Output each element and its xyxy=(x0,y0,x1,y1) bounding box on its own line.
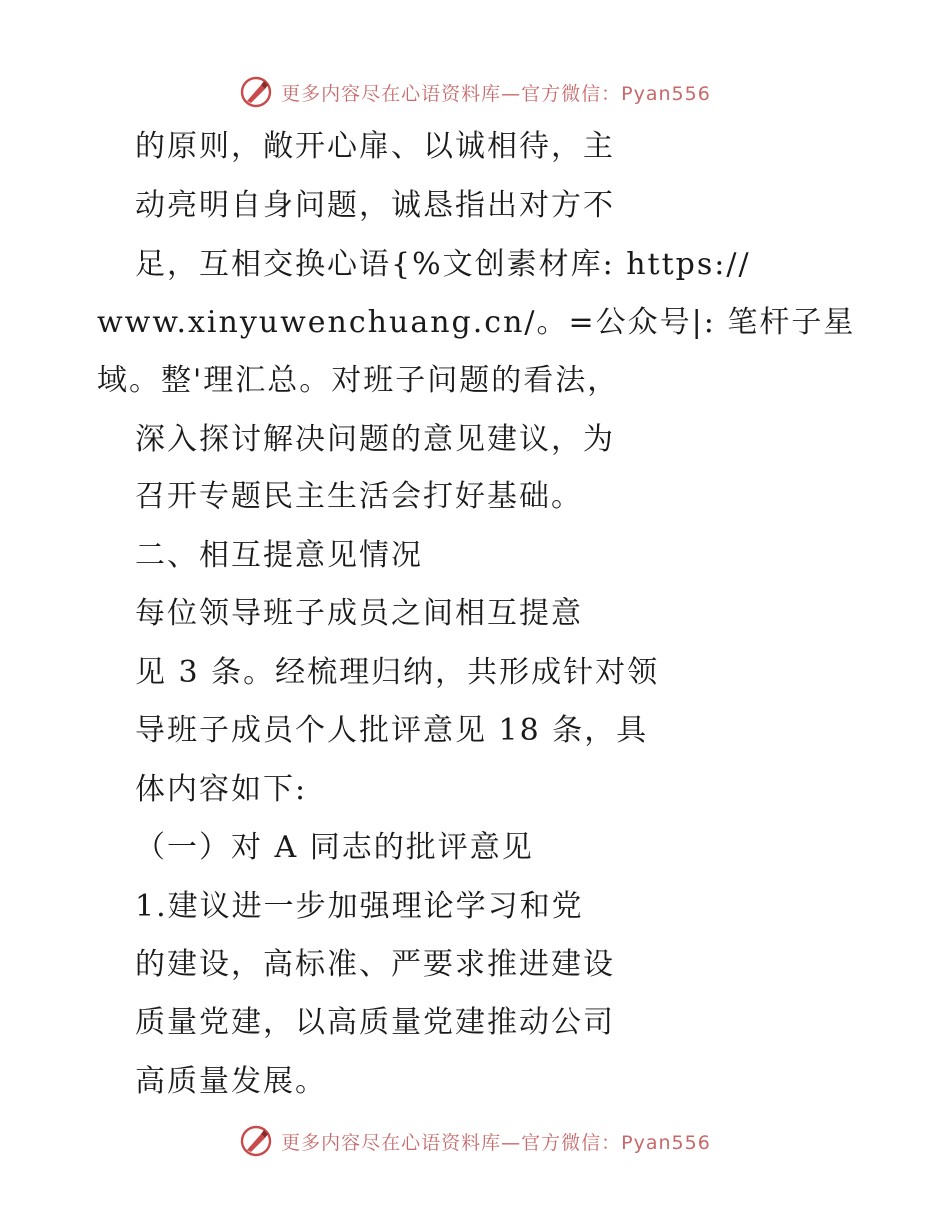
footer-banner-text: 更多内容尽在心语资料库—官方微信：Pyan556 xyxy=(281,1131,711,1154)
text-line: 的建设，高标准、严要求推进建设 xyxy=(135,947,615,982)
text-line: 高质量发展。 xyxy=(135,1064,327,1099)
list-item: 1.建议进一步加强理论学习和党 xyxy=(135,889,584,924)
text-line: 导班子成员个人批评意见 18 条，具 xyxy=(135,713,649,748)
footer-banner xyxy=(0,1121,950,1161)
text-line: 域。整'理汇总。对班子问题的看法， xyxy=(97,363,620,398)
text-line: 见 3 条。经梳理归纳，共形成针对领 xyxy=(135,655,660,690)
pen-logo-icon xyxy=(239,1124,273,1158)
text-line: 每位领导班子成员之间相互提意 xyxy=(135,596,583,631)
subsection-heading: （一）对 A 同志的批评意见 xyxy=(135,830,534,865)
section-heading: 二、相互提意见情况 xyxy=(135,538,423,573)
text-line: 动亮明自身问题，诚恳指出对方不 xyxy=(135,188,615,223)
text-line: 深入探讨解决问题的意见建议，为 xyxy=(135,422,615,457)
text-line: 质量党建，以高质量党建推动公司 xyxy=(135,1005,615,1040)
text-line: 召开专题民主生活会打好基础。 xyxy=(135,479,583,514)
text-line: 的原则，敞开心扉、以诚相待，主 xyxy=(135,129,615,164)
text-line: 体内容如下: xyxy=(135,772,308,807)
header-banner-text: 更多内容尽在心语资料库—官方微信：Pyan556 xyxy=(281,82,711,105)
text-line: 足，互相交换心语{%文创素材库: https:// xyxy=(135,247,751,282)
text-line: www.xinyuwenchuang.cn/。=公众号|: 笔杆子星 xyxy=(97,305,856,340)
